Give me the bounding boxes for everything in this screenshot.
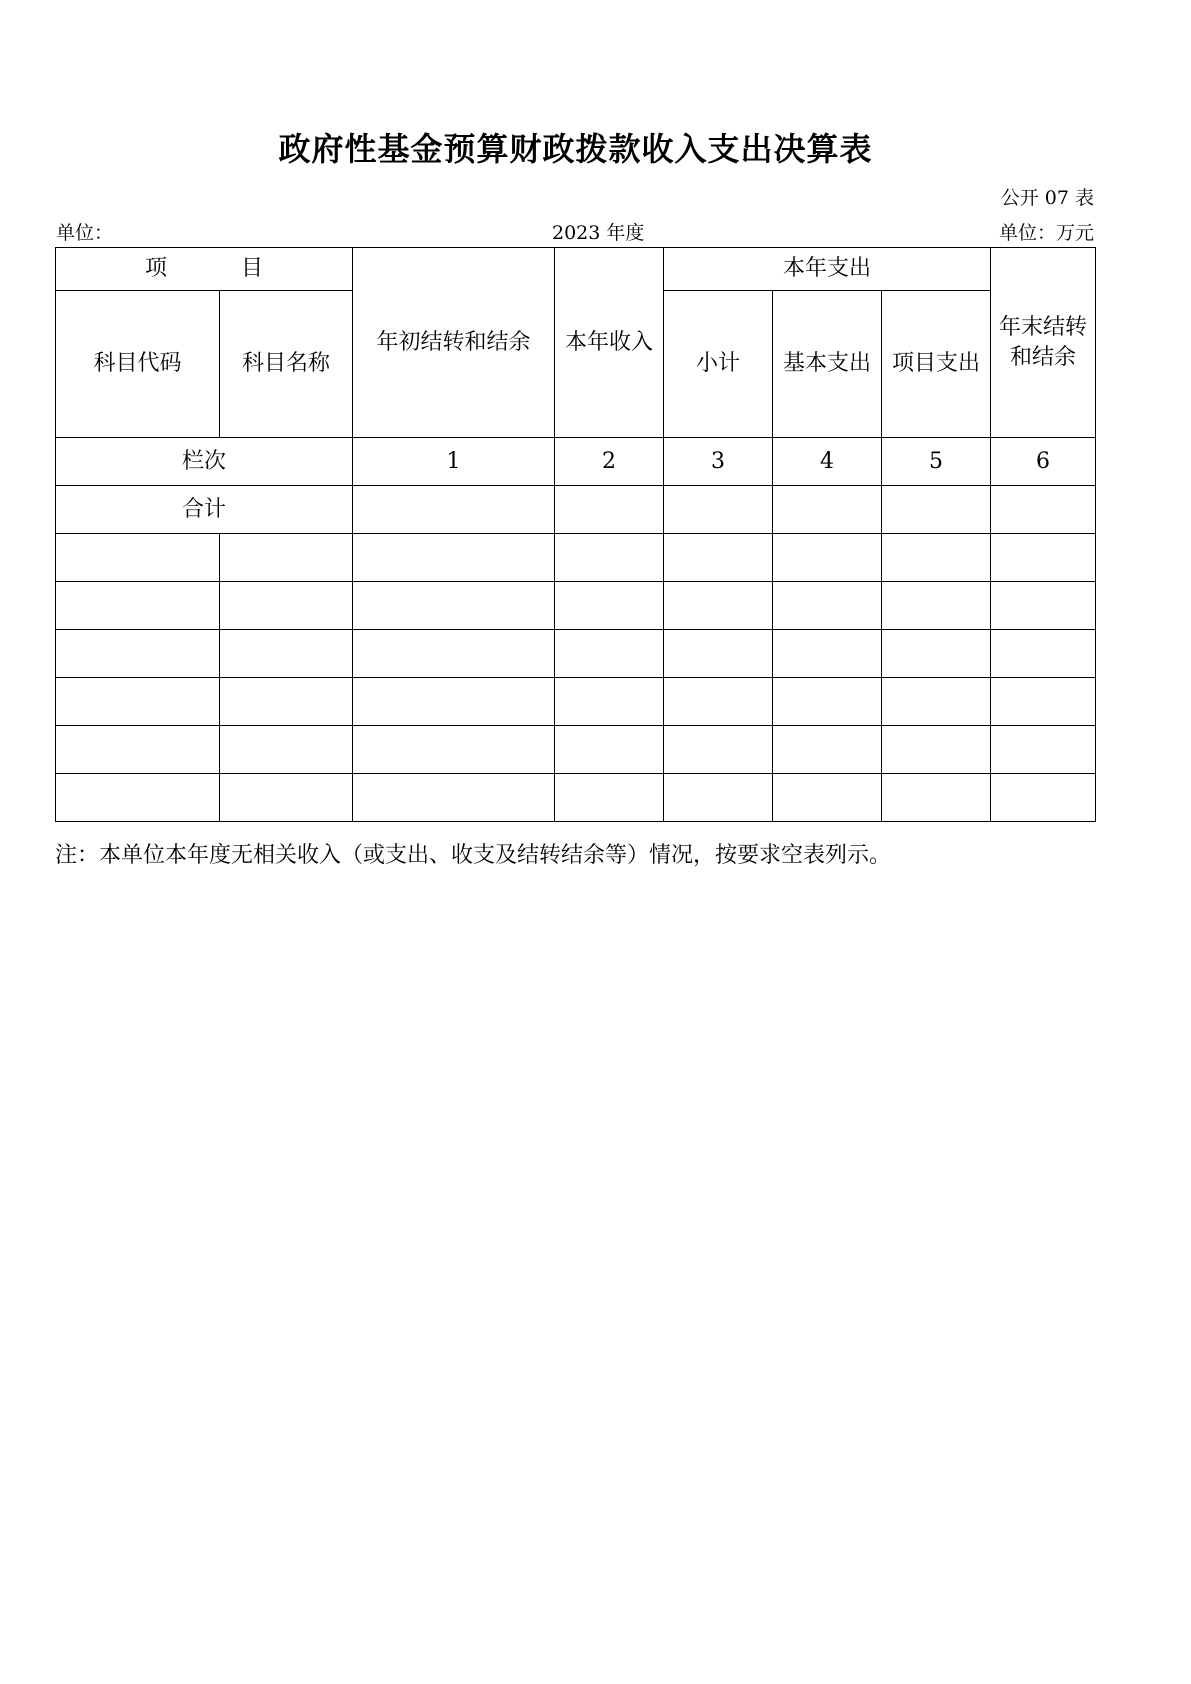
table-cell — [353, 726, 555, 774]
table-cell — [882, 774, 991, 822]
table-cell — [773, 726, 882, 774]
table-cell — [220, 774, 353, 822]
table-cell — [773, 630, 882, 678]
money-unit: 单位：万元 — [998, 222, 1094, 244]
header-expense: 本年支出 — [664, 248, 991, 291]
footnote: 注：本单位本年度无相关收入（或支出、收支及结转结余等）情况，按要求空表列示。 — [55, 843, 892, 868]
header-begin-balance: 年初结转和结余 — [353, 248, 555, 438]
table-cell — [664, 630, 773, 678]
column-number-row — [56, 438, 1096, 486]
table-cell — [991, 582, 1096, 630]
column-number: 2 — [555, 438, 664, 486]
table-cell — [991, 774, 1096, 822]
table-cell — [882, 630, 991, 678]
table-cell — [991, 726, 1096, 774]
table-cell — [664, 486, 773, 534]
table-cell — [555, 726, 664, 774]
table-cell — [882, 726, 991, 774]
table-cell — [882, 678, 991, 726]
table-cell — [220, 582, 353, 630]
header-basic-expense: 基本支出 — [773, 291, 882, 438]
table-cell — [56, 678, 220, 726]
page-title: 政府性基金预算财政拨款收入支出决算表 — [278, 130, 873, 168]
table-row — [56, 630, 1096, 678]
table-cell — [56, 630, 220, 678]
table-cell — [220, 726, 353, 774]
table-cell — [56, 582, 220, 630]
table-cell — [991, 534, 1096, 582]
column-number: 4 — [773, 438, 882, 486]
table-cell — [220, 678, 353, 726]
table-cell — [220, 534, 353, 582]
table-cell — [220, 630, 353, 678]
table-cell — [353, 774, 555, 822]
table-cell — [773, 534, 882, 582]
table-cell — [56, 534, 220, 582]
table-cell — [664, 678, 773, 726]
header-end-balance: 年末结转和结余 — [991, 248, 1096, 438]
table-cell — [882, 486, 991, 534]
table-cell — [991, 678, 1096, 726]
table-row — [56, 534, 1096, 582]
header-project-expense: 项目支出 — [882, 291, 991, 438]
unit-label: 单位： — [56, 222, 114, 244]
meta-row — [56, 218, 1094, 244]
table-cell — [555, 486, 664, 534]
table-cell — [882, 534, 991, 582]
table-cell — [353, 630, 555, 678]
table-cell — [773, 774, 882, 822]
table-cell — [664, 726, 773, 774]
table-cell — [353, 678, 555, 726]
table-cell — [664, 534, 773, 582]
header-name: 科目名称 — [220, 291, 353, 438]
table-cell — [991, 630, 1096, 678]
column-number: 3 — [664, 438, 773, 486]
table-row — [56, 726, 1096, 774]
budget-table — [55, 247, 1096, 822]
table-row — [56, 678, 1096, 726]
table-cell — [773, 678, 882, 726]
table-cell — [664, 582, 773, 630]
column-number: 6 — [991, 438, 1096, 486]
table-cell — [882, 582, 991, 630]
column-number: 5 — [882, 438, 991, 486]
table-cell — [353, 582, 555, 630]
total-label: 合计 — [56, 486, 353, 534]
fiscal-year: 2023 年度 — [552, 222, 645, 244]
table-cell — [555, 534, 664, 582]
table-cell — [555, 582, 664, 630]
table-cell — [555, 774, 664, 822]
form-number: 公开 07 表 — [1000, 187, 1094, 209]
total-row — [56, 486, 1096, 534]
table-cell — [991, 486, 1096, 534]
table-cell — [773, 486, 882, 534]
table-cell — [56, 774, 220, 822]
header-item: 项 目 — [56, 248, 353, 291]
table-cell — [555, 630, 664, 678]
table-row — [56, 582, 1096, 630]
header-subtotal: 小计 — [664, 291, 773, 438]
table-cell — [353, 486, 555, 534]
table-cell — [56, 726, 220, 774]
column-number-label: 栏次 — [56, 438, 353, 486]
column-number: 1 — [353, 438, 555, 486]
table-cell — [555, 678, 664, 726]
table-cell — [353, 534, 555, 582]
table-row — [56, 774, 1096, 822]
header-income: 本年收入 — [555, 248, 664, 438]
table-cell — [664, 774, 773, 822]
header-code: 科目代码 — [56, 291, 220, 438]
table-cell — [773, 582, 882, 630]
